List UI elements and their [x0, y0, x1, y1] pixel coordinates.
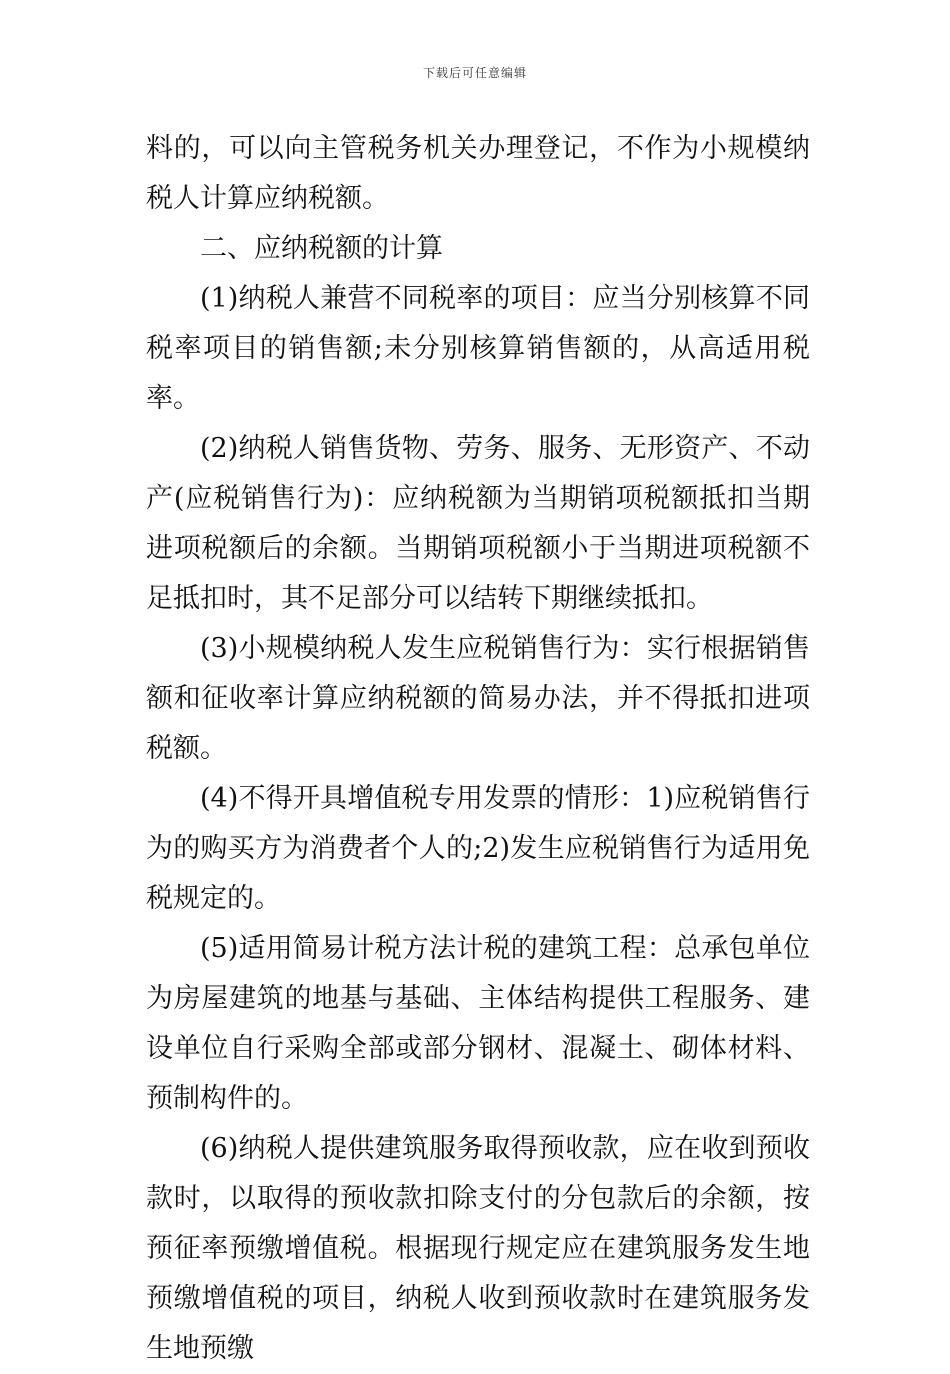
page-header: 下载后可任意编辑 [422, 66, 527, 80]
paragraph-item-5: (5)适用简易计税方法计税的建筑工程：总承包单位为房屋建筑的地基与基础、主体结构提供工程服务、建设单位自行采购全部或部分钢材、混凝土、砌体材料、预制构件的。 [146, 933, 810, 1114]
paragraph-continuation: 料的，可以向主管税务机关办理登记，不作为小规模纳税人计算应纳税额。 [146, 133, 810, 214]
paragraph-item-6: (6)纳税人提供建筑服务取得预收款，应在收到预收款时，以取得的预收款扣除支付的分包款后的余额，按预征率预缴增值税。根据现行规定应在建筑服务发生地预缴增值税的项目，纳税人收到预收款时在建筑服务发生地预缴 [146, 1133, 810, 1364]
document-body [146, 124, 810, 1374]
paragraph-item-3: (3)小规模纳税人发生应税销售行为：实行根据销售额和征收率计算应纳税额的简易办法，并不得抵扣进项税额。 [146, 633, 810, 764]
paragraph-item-1: (1)纳税人兼营不同税率的项目：应当分别核算不同税率项目的销售额;未分别核算销售额的，从高适用税率。 [146, 283, 810, 414]
paragraph-item-2: (2)纳税人销售货物、劳务、服务、无形资产、不动产(应税销售行为)：应纳税额为当期销项税额抵扣当期进项税额后的余额。当期销项税额小于当期进项税额不足抵扣时，其不足部分可以结转下期继续抵扣。 [146, 433, 810, 614]
paragraph-item-4: (4)不得开具增值税专用发票的情形：1)应税销售行为的购买方为消费者个人的;2)发生应税销售行为适用免税规定的。 [146, 783, 810, 914]
section-heading: 二、应纳税额的计算 [200, 233, 443, 264]
